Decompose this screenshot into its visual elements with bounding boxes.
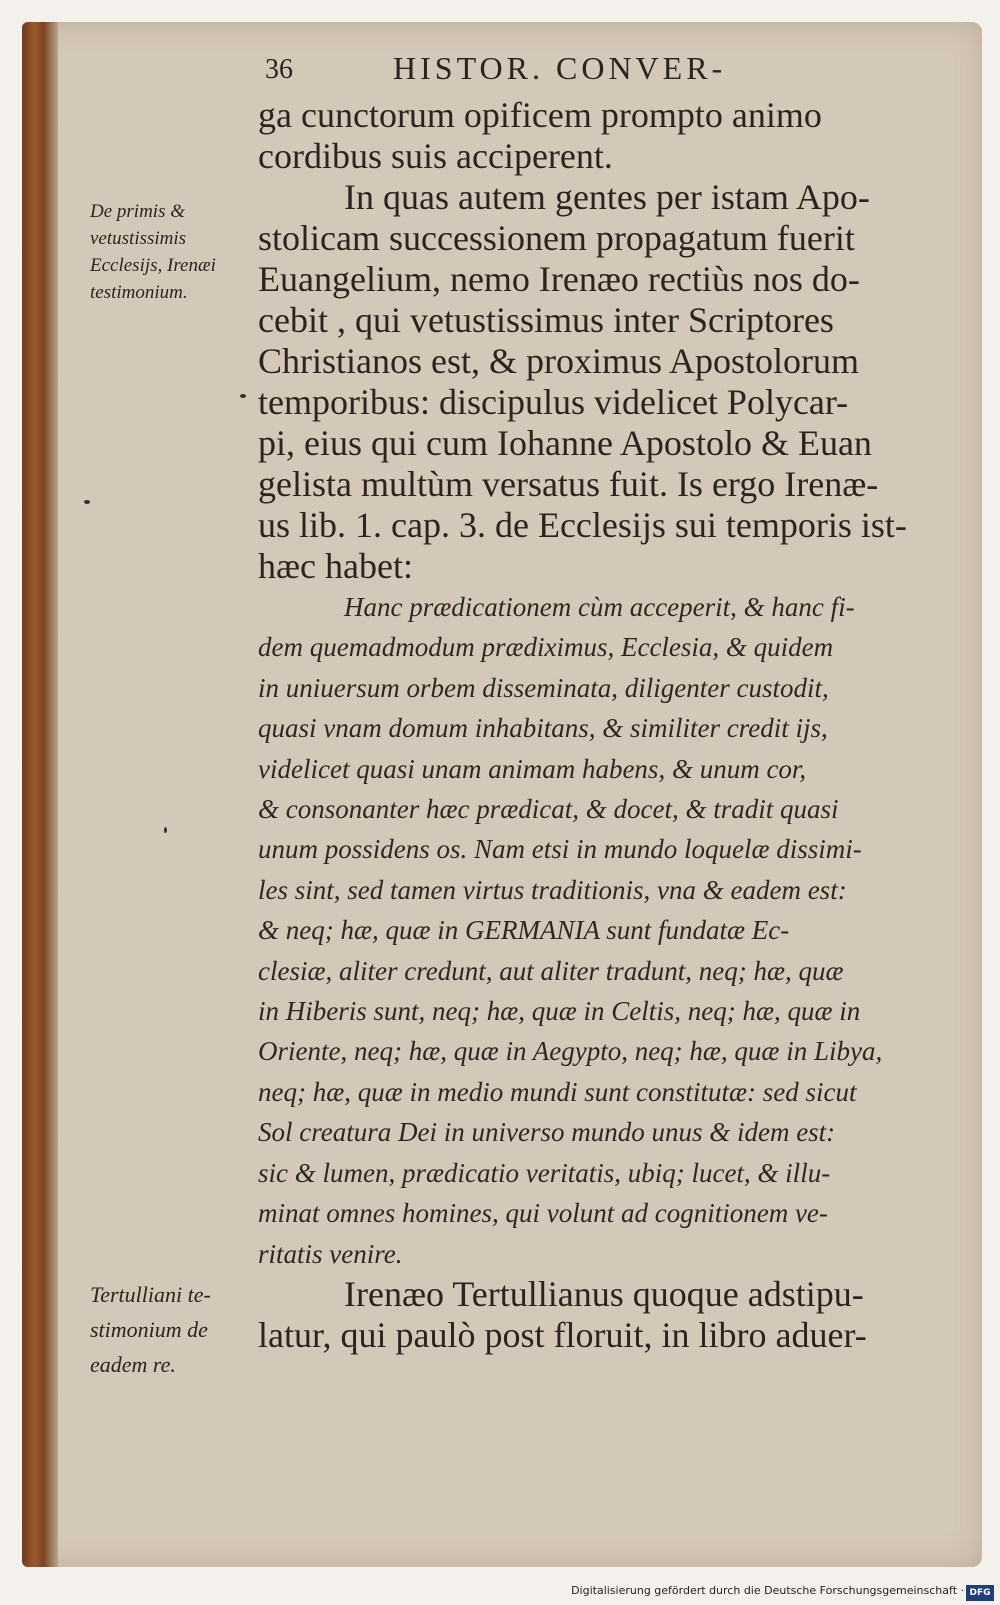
quote-line: Sol creatura Dei in universo mundo unus & idem est: [258, 1117, 836, 1148]
quote-line: neq; hæ, quæ in medio mundi sunt constitutæ: sed sicut [258, 1076, 857, 1107]
text-line: temporibus: discipulus videlicet Polycar- [258, 382, 849, 422]
margin-note-line: Ecclesijs, Irenæi [90, 255, 216, 276]
quote-line: les sint, sed tamen virtus traditionis, vna & eadem est: [258, 874, 847, 905]
quote-line: Hanc prædicationem cùm acceperit, & hanc fi- [344, 592, 855, 622]
margin-note-line: De primis & [90, 201, 185, 222]
quote-line: clesiæ, aliter credunt, aut aliter tradunt, neq; hæ, quæ [258, 955, 844, 986]
margin-note-line: Tertulliani te- [90, 1282, 211, 1307]
quote-line: unum possidens os. Nam etsi in mundo loquelæ dissimi- [258, 834, 862, 865]
footer-bar [0, 1567, 1000, 1605]
margin-note-line: testimonium. [90, 282, 188, 303]
margin-note-irenaeus [90, 198, 258, 306]
margin-note-line: stimonium de [90, 1317, 208, 1342]
ink-fleck [84, 500, 90, 504]
quote-line: quasi vnam domum inhabitans, & similiter credit ijs, [258, 713, 828, 744]
text-line: In quas autem gentes per istam Apo- [344, 177, 870, 217]
irenaeus-quotation [258, 587, 938, 1274]
quote-line: & neq; hæ, quæ in GERMANIA sunt fundatæ Ec- [258, 915, 790, 946]
paragraph-3 [258, 1274, 938, 1356]
quote-line: Oriente, neq; hæ, quæ in Aegypto, neq; hæ, quæ in Libya, [258, 1036, 883, 1067]
page-number: 36 [265, 54, 293, 85]
page-header [265, 50, 925, 94]
paragraph-2 [258, 177, 938, 587]
digitization-credit: Digitalisierung gefördert durch die Deutsche Forschungsgemeinschaft · [571, 1584, 964, 1597]
ink-fleck [164, 827, 167, 833]
text-line: gelista multùm versatus fuit. Is ergo Irenæ- [258, 464, 879, 504]
quote-line: dem quemadmodum prædiximus, Ecclesia, & quidem [258, 632, 834, 663]
quote-line: minat omnes homines, qui volunt ad cognitionem ve- [258, 1198, 828, 1229]
quote-line: ritatis venire. [258, 1238, 403, 1269]
quote-line: in uniuersum orbem disseminata, diligenter custodit, [258, 672, 829, 703]
quote-line: in Hiberis sunt, neq; hæ, quæ in Celtis, neq; hæ, quæ in [258, 996, 861, 1027]
dfg-logo: DFG [966, 1585, 994, 1601]
text-line: cebit , qui vetustissimus inter Scriptores [258, 300, 834, 340]
text-line: Euangelium, nemo Irenæo rectiùs nos do- [258, 259, 860, 299]
text-line: latur, qui paulò post floruit, in libro aduer- [258, 1314, 867, 1355]
quote-line: videlicet quasi unam animam habens, & unum cor, [258, 753, 807, 784]
text-line: stolicam successionem propagatum fuerit [258, 218, 855, 258]
margin-note-line: vetustissimis [90, 228, 187, 249]
text-line: Christianos est, & proximus Apostolorum [258, 341, 860, 381]
ink-fleck [240, 394, 246, 398]
text-line: cordibus suis acciperent. [258, 136, 613, 176]
quote-line: sic & lumen, prædicatio veritatis, ubiq; lucet, & illu- [258, 1157, 831, 1188]
quote-line: & consonanter hæc prædicat, & docet, & tradit quasi [258, 794, 839, 825]
main-text [258, 95, 938, 1356]
book-spine-edge [22, 22, 58, 1567]
text-line: pi, eius qui cum Iohanne Apostolo & Euan [258, 423, 872, 463]
text-line: ga cunctorum opificem prompto animo [258, 95, 822, 135]
paragraph-1 [258, 95, 938, 177]
margin-note-tertullian [90, 1277, 258, 1382]
text-line: us lib. 1. cap. 3. de Ecclesijs sui temporis ist- [258, 505, 907, 545]
text-line: Irenæo Tertullianus quoque adstipu- [344, 1273, 864, 1314]
running-head: HISTOR. CONVER- [393, 50, 727, 86]
margin-note-line: eadem re. [90, 1352, 176, 1377]
text-line: hæc habet: [258, 546, 413, 586]
